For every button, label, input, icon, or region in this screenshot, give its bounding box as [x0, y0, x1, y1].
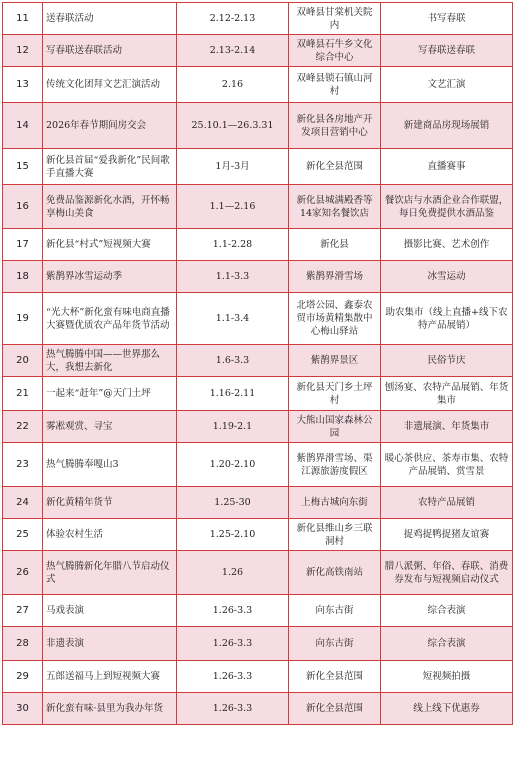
- event-place-cell: 新化县城满殿香等14家知名餐饮店: [289, 185, 381, 229]
- event-time-cell: 2.13-2.14: [177, 35, 289, 67]
- table-row: [3, 519, 513, 551]
- event-place-cell: 新化县维山乡三联洞村: [289, 519, 381, 551]
- event-time-cell: 1.26-3.3: [177, 693, 289, 725]
- table-row: [3, 551, 513, 595]
- event-place-cell: 大熊山国家森林公园: [289, 411, 381, 443]
- event-time-cell: 1.26-3.3: [177, 595, 289, 627]
- event-time-cell: 25.10.1—26.3.31: [177, 103, 289, 149]
- row-number-cell: 15: [3, 149, 43, 185]
- event-content-cell: 写春联送春联: [381, 35, 513, 67]
- table-row: [3, 185, 513, 229]
- event-content-cell: 民俗节庆: [381, 345, 513, 377]
- row-number-cell: 12: [3, 35, 43, 67]
- event-name-cell: 热气腾腾新化年腊八节启动仪式: [43, 551, 177, 595]
- row-number-cell: 24: [3, 487, 43, 519]
- event-name-cell: 2026年春节期间房交会: [43, 103, 177, 149]
- event-time-cell: 1.1—2.16: [177, 185, 289, 229]
- event-place-cell: 新化高铁南站: [289, 551, 381, 595]
- event-content-cell: 短视频拍摄: [381, 661, 513, 693]
- event-name-cell: 五郎送福马上到短视频大赛: [43, 661, 177, 693]
- event-place-cell: 向东古街: [289, 595, 381, 627]
- event-time-cell: 2.12-2.13: [177, 3, 289, 35]
- event-table-container: [2, 2, 512, 725]
- event-name-cell: 非遗表演: [43, 627, 177, 661]
- table-row: [3, 595, 513, 627]
- row-number-cell: 27: [3, 595, 43, 627]
- event-content-cell: 直播赛事: [381, 149, 513, 185]
- event-name-cell: 送春联活动: [43, 3, 177, 35]
- event-place-cell: 双峰县甘棠机关院内: [289, 3, 381, 35]
- event-place-cell: 新化县各房地产开发项目营销中心: [289, 103, 381, 149]
- table-row: [3, 487, 513, 519]
- row-number-cell: 20: [3, 345, 43, 377]
- event-time-cell: 1.26-3.3: [177, 627, 289, 661]
- row-number-cell: 22: [3, 411, 43, 443]
- row-number-cell: 26: [3, 551, 43, 595]
- row-number-cell: 14: [3, 103, 43, 149]
- event-content-cell: 捉鸡捉鸭捉猪友谊赛: [381, 519, 513, 551]
- event-content-cell: 书写春联: [381, 3, 513, 35]
- event-place-cell: 向东古街: [289, 627, 381, 661]
- table-row: [3, 411, 513, 443]
- event-name-cell: 雾凇观赏、寻宝: [43, 411, 177, 443]
- event-content-cell: 线上线下优惠券: [381, 693, 513, 725]
- table-row: [3, 377, 513, 411]
- event-content-cell: 腊八派粥、年俗、春联、消费券发布与短视频启动仪式: [381, 551, 513, 595]
- row-number-cell: 16: [3, 185, 43, 229]
- event-place-cell: 紫鹊界景区: [289, 345, 381, 377]
- event-content-cell: 刨汤宴、农特产品展销、年货集市: [381, 377, 513, 411]
- row-number-cell: 28: [3, 627, 43, 661]
- event-place-cell: 双峰县锁石镇山河村: [289, 67, 381, 103]
- event-time-cell: 1.1-3.3: [177, 261, 289, 293]
- event-content-cell: 暖心茶供应、茶寿市集、农特产品展销、赏雪景: [381, 443, 513, 487]
- event-name-cell: 新化黄精年货节: [43, 487, 177, 519]
- event-place-cell: 北塔公园、鑫泰农贸市场黄精集散中心梅山驿站: [289, 293, 381, 345]
- event-content-cell: 餐饮店与水酒企业合作联盟，每日免费提供水酒品鉴: [381, 185, 513, 229]
- event-place-cell: 新化全县范围: [289, 149, 381, 185]
- event-name-cell: 热气腾腾中国——世界那么大，我想去新化: [43, 345, 177, 377]
- event-time-cell: 1.6-3.3: [177, 345, 289, 377]
- event-name-cell: 一起来“赶年”@天门土坪: [43, 377, 177, 411]
- table-row: [3, 443, 513, 487]
- table-row: [3, 229, 513, 261]
- event-content-cell: 农特产品展销: [381, 487, 513, 519]
- table-row: [3, 293, 513, 345]
- row-number-cell: 17: [3, 229, 43, 261]
- event-name-cell: 紫鹊界冰雪运动季: [43, 261, 177, 293]
- event-time-cell: 2.16: [177, 67, 289, 103]
- row-number-cell: 18: [3, 261, 43, 293]
- row-number-cell: 23: [3, 443, 43, 487]
- table-row: [3, 693, 513, 725]
- event-name-cell: 新化县“村式”短视频大赛: [43, 229, 177, 261]
- event-place-cell: 紫鹊界滑雪场、渠江源旅游度假区: [289, 443, 381, 487]
- event-table-body: [3, 3, 513, 725]
- event-name-cell: 新化蛮有味·县里为我办年货: [43, 693, 177, 725]
- event-name-cell: “光大杯”新化蛮有味电商直播大赛暨优质农产品年货节活动: [43, 293, 177, 345]
- event-place-cell: 双峰县石牛乡文化综合中心: [289, 35, 381, 67]
- table-row: [3, 345, 513, 377]
- row-number-cell: 25: [3, 519, 43, 551]
- event-content-cell: 文艺汇演: [381, 67, 513, 103]
- event-time-cell: 1.26-3.3: [177, 661, 289, 693]
- event-time-cell: 1.25-2.10: [177, 519, 289, 551]
- event-content-cell: 冰雪运动: [381, 261, 513, 293]
- event-name-cell: 免费品鉴源新化水酒，开怀畅享梅山美食: [43, 185, 177, 229]
- table-row: [3, 661, 513, 693]
- event-time-cell: 1.20-2.10: [177, 443, 289, 487]
- event-content-cell: 综合表演: [381, 595, 513, 627]
- event-name-cell: 新化县首届“爱我新化”民间歌手直播大赛: [43, 149, 177, 185]
- table-row: [3, 35, 513, 67]
- event-place-cell: 新化全县范围: [289, 661, 381, 693]
- event-time-cell: 1.1-3.4: [177, 293, 289, 345]
- event-schedule-table: [2, 2, 513, 725]
- event-place-cell: 新化县天门乡土坪村: [289, 377, 381, 411]
- row-number-cell: 30: [3, 693, 43, 725]
- event-place-cell: 上梅古城向东街: [289, 487, 381, 519]
- event-time-cell: 1.25-30: [177, 487, 289, 519]
- event-time-cell: 1.16-2.11: [177, 377, 289, 411]
- event-content-cell: 新建商品房现场展销: [381, 103, 513, 149]
- event-name-cell: 热气腾腾奉嘎山3: [43, 443, 177, 487]
- event-content-cell: 非遗展演、年货集市: [381, 411, 513, 443]
- event-place-cell: 新化县: [289, 229, 381, 261]
- row-number-cell: 11: [3, 3, 43, 35]
- event-place-cell: 紫鹊界滑雪场: [289, 261, 381, 293]
- table-row: [3, 3, 513, 35]
- row-number-cell: 29: [3, 661, 43, 693]
- event-place-cell: 新化全县范围: [289, 693, 381, 725]
- table-row: [3, 261, 513, 293]
- event-name-cell: 传统文化团拜文艺汇演活动: [43, 67, 177, 103]
- event-time-cell: 1.26: [177, 551, 289, 595]
- table-row: [3, 149, 513, 185]
- event-name-cell: 体验农村生活: [43, 519, 177, 551]
- event-content-cell: 助农集市（线上直播+线下农特产品展销）: [381, 293, 513, 345]
- event-content-cell: 摄影比赛、艺术创作: [381, 229, 513, 261]
- table-row: [3, 103, 513, 149]
- row-number-cell: 21: [3, 377, 43, 411]
- row-number-cell: 13: [3, 67, 43, 103]
- table-row: [3, 627, 513, 661]
- event-name-cell: 写春联送春联活动: [43, 35, 177, 67]
- row-number-cell: 19: [3, 293, 43, 345]
- table-row: [3, 67, 513, 103]
- event-time-cell: 1.1-2.28: [177, 229, 289, 261]
- event-time-cell: 1.19-2.1: [177, 411, 289, 443]
- event-content-cell: 综合表演: [381, 627, 513, 661]
- event-name-cell: 马戏表演: [43, 595, 177, 627]
- event-time-cell: 1月-3月: [177, 149, 289, 185]
